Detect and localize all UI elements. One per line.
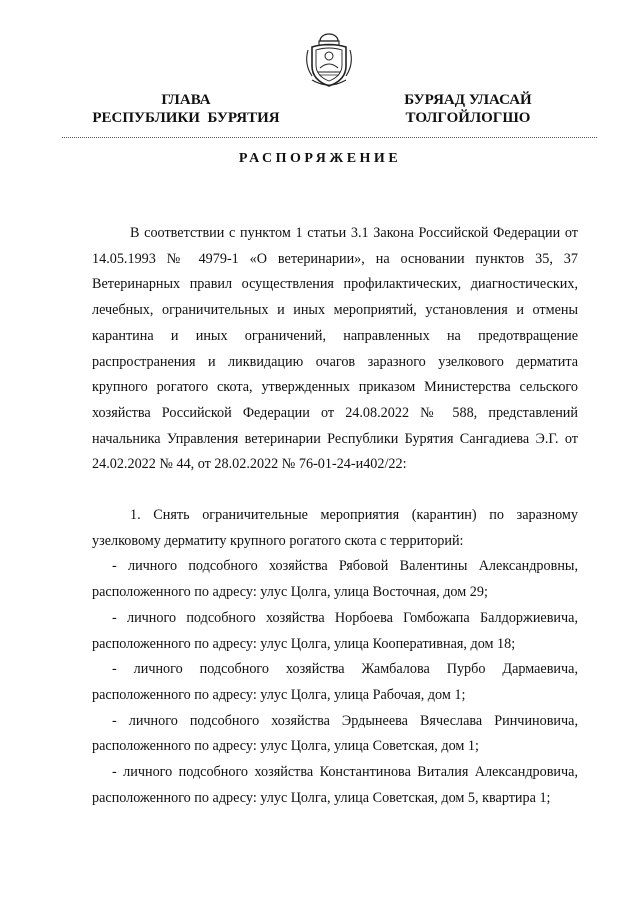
list-item: - личного подсобного хозяйства Константинова Виталия Александровича, расположенного по адресу: улус Цолга, улица Советская, дом 5, квартира 1; — [92, 764, 578, 806]
list-item: - личного подсобного хозяйства Рябовой Валентины Александровны, расположенного по адресу: улус Цолга, улица Восточная, дом 29; — [92, 558, 578, 601]
header-left — [86, 91, 286, 127]
header-right — [378, 91, 558, 127]
list-item: - личного подсобного хозяйства Норбоева Гомбожапа Балдоржиевича, расположенного по адресу: улус Цолга, улица Кооперативная, дом 18; — [92, 609, 578, 652]
list-item: - личного подсобного хозяйства Жамбалова Пурбо Дармаевича, расположенного по адресу: улус Цолга, улица Рабочая, дом 1; — [92, 661, 578, 703]
header-divider — [62, 137, 597, 138]
intro-section — [92, 221, 578, 478]
order-section — [92, 503, 578, 811]
document-title: РАСПОРЯЖЕНИЕ — [238, 151, 402, 166]
buryatia-coat-of-arms-icon — [302, 30, 356, 90]
header-left-line2: РЕСПУБЛИКИ БУРЯТИЯ — [92, 110, 280, 126]
list-item: - личного подсобного хозяйства Эрдынеева Вячеслава Ринчиновича, расположенного по адресу: улус Цолга, улица Советская, дом 1; — [92, 712, 578, 755]
header-right-line1: БУРЯАД УЛАСАЙ — [404, 92, 532, 108]
header-right-line2: ТОЛГОЙЛОГШО — [405, 110, 531, 126]
header-left-line1: ГЛАВА — [161, 92, 211, 108]
intro-paragraph: В соответствии с пунктом 1 статьи 3.1 Закона Российской Федерации от 14.05.1993 № 4979-1 «О ветеринарии», на основании пунктов 35, 37 Ветеринарных правил осуществления профилактических, диагностических, лечебных, ограничительных и иных мероприятий, установления и отмены карантина и иных ограничений, направленных на предотвращение распространения и ликвидацию очагов заразного узелкового дерматита крупного рогатого скота, утвержденных приказом Министерства сельского хозяйства Российской Федерации от 24.08.2022 № 588, представлений начальника Управления ветеринарии Республики Бурятия Сангадиева Э.Г. от 24.02.2022 № 44, от 28.02.2022 № 76-01-24-и402/22: — [92, 225, 578, 473]
point-1-paragraph: 1. Снять ограничительные мероприятия (карантин) по заразному узелковому дерматиту крупного рогатого скота с территорий: — [92, 507, 578, 549]
